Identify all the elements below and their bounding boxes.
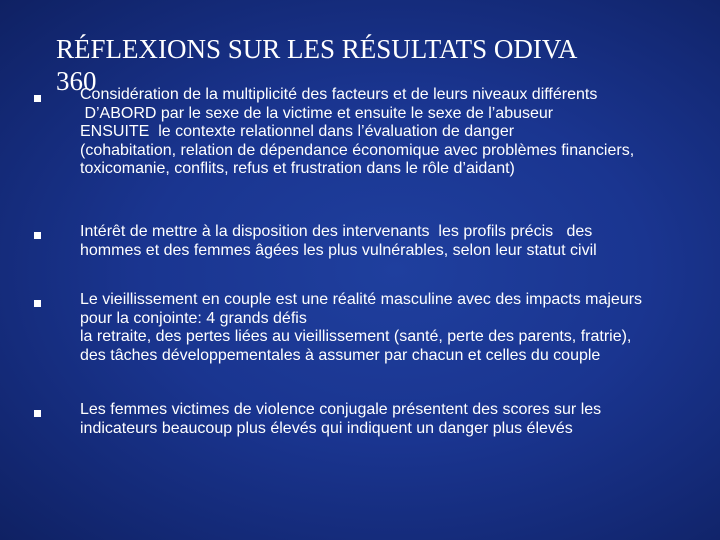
bullet-2-line-1: Intérêt de mettre à la disposition des intervenants les profils précis des	[80, 223, 593, 240]
bullet-item-3	[80, 291, 716, 365]
bullet-marker-2	[34, 232, 41, 239]
bullet-4-line-1: Les femmes victimes de violence conjugale présentent des scores sur les	[80, 401, 602, 418]
bullet-1-line-3: ENSUITE le contexte relationnel dans l’évaluation de danger	[80, 123, 515, 140]
bullet-3-line-3: la retraite, des pertes liées au vieillissement (santé, perte des parents, fratrie),	[80, 328, 632, 345]
bullet-1-line-5: toxicomanie, conflits, refus et frustration dans le rôle d’aidant)	[80, 160, 515, 177]
bullet-marker-1	[34, 95, 41, 102]
bullet-1-line-2: D’ABORD par le sexe de la victime et ensuite le sexe de l’abuseur	[80, 104, 554, 122]
slide-title-line-2: 360	[56, 66, 97, 96]
bullet-1-line-1: Considération de la multiplicité des facteurs et de leurs niveaux différents	[80, 86, 598, 103]
bullet-item-2	[80, 223, 716, 260]
bullet-3-line-4: des tâches développementales à assumer par chacun et celles du couple	[80, 346, 601, 364]
bullet-3-line-1: Le vieillissement en couple est une réalité masculine avec des impacts majeurs	[80, 291, 643, 308]
bullet-marker-3	[34, 300, 41, 307]
bullet-2-line-2: hommes et des femmes âgées les plus vulnérables, selon leur statut civil	[80, 241, 597, 259]
bullet-item-1	[80, 86, 716, 179]
bullet-4-line-2: indicateurs beaucoup plus élevés qui indiquent un danger plus élevés	[80, 419, 573, 437]
slide-title-line-1: RÉFLEXIONS SUR LES RÉSULTATS ODIVA	[56, 34, 578, 64]
bullet-marker-4	[34, 410, 41, 417]
bullet-item-4	[80, 401, 716, 438]
bullet-3-line-2: pour la conjointe: 4 grands défis	[80, 309, 307, 327]
bullet-1-line-4: (cohabitation, relation de dépendance économique avec problèmes financiers,	[80, 141, 635, 159]
